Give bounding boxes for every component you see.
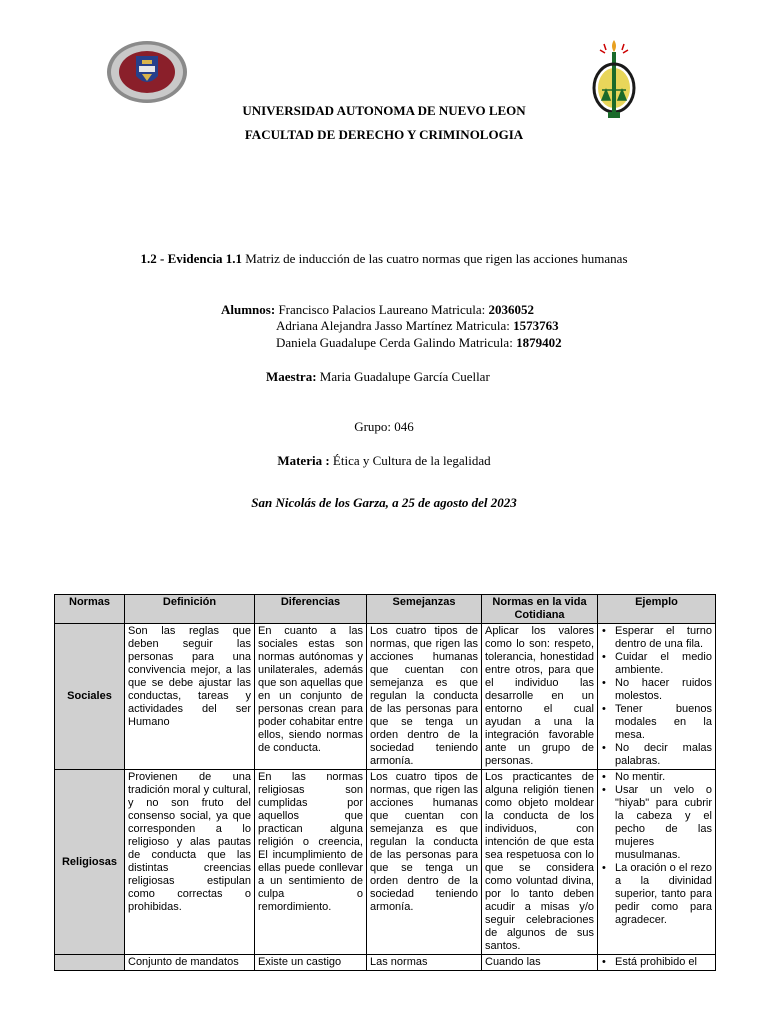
header-ejemplo: Ejemplo — [598, 595, 716, 624]
teacher-label: Maestra: — [266, 369, 317, 384]
cell-vida-cotidiana: Cuando las — [482, 955, 598, 971]
table-header-row — [55, 595, 716, 624]
faculty-name: FACULTAD DE DERECHO Y CRIMINOLOGIA — [244, 127, 524, 142]
student-id: 1879402 — [516, 335, 562, 350]
example-item: • Esperar el turno dentro de una fila. — [615, 625, 712, 651]
cell-diferencias: Existe un castigo — [255, 955, 367, 971]
row-norm-name: Sociales — [55, 624, 125, 770]
example-item: • No mentir. — [615, 771, 712, 784]
cell-ejemplo — [598, 955, 716, 971]
header-normas: Normas — [55, 595, 125, 624]
cell-diferencias: En cuanto a las sociales estas son normas autónomas y unilaterales, además que son aquellas que en un conjunto de personas crean para poder cohabitar entre ellos, siendo normas de conducta. — [255, 624, 367, 770]
table-row — [55, 624, 716, 770]
teacher-line — [266, 369, 490, 385]
cell-semejanzas: Los cuatro tipos de normas, que rigen las acciones humanas que cuentan con semejanza es que regulan la conducta de las personas para que se tenga un orden dentro de la sociedad teniendo armonía. — [367, 624, 482, 770]
student-id: 1573763 — [513, 318, 559, 333]
students-label: Alumnos: — [221, 302, 276, 317]
cell-semejanzas: Los cuatro tipos de normas, que rigen las acciones humanas que cuentan con semejanza es que regulan la conducta de las personas para que se tenga un orden dentro de la sociedad teniendo armonía. — [367, 770, 482, 955]
cell-definicion: Provienen de una tradición moral y cultural, y no son fruto del consenso social, ya que corresponden a lo religioso y alas pautas de conducta que las distintas creencias religiosas estipulan como correctas o prohibidas. — [125, 770, 255, 955]
evidence-description: Matriz de inducción de las cuatro normas que rigen las acciones humanas — [241, 251, 628, 266]
table-row — [55, 770, 716, 955]
cell-vida-cotidiana: Aplicar los valores como lo son: respeto, tolerancia, honestidad entre otros, para que el individuo las desarrolle en un entorno el cual ayudan a una la integración favorable ante un grupo de personas. — [482, 624, 598, 770]
university-name: UNIVERSIDAD AUTONOMA DE NUEVO LEON — [242, 103, 526, 118]
example-item: • No hacer ruidos molestos. — [615, 677, 712, 703]
cell-vida-cotidiana: Los practicantes de alguna religión tienen como objeto moldear la conducta de los individuos, con intención de que esta sea respetuosa con lo que se considera como voluntad divina, por lo tanto deben acudir a misas y/o seguir celebraciones de algunos de sus santos. — [482, 770, 598, 955]
evidence-code: 1.2 - Evidencia 1.1 — [140, 251, 242, 266]
group-line: Grupo: 046 — [354, 419, 414, 434]
student-name: Francisco Palacios Laureano Matricula: — [275, 302, 489, 317]
student-name: Daniela Guadalupe Cerda Galindo Matricula: — [276, 335, 517, 350]
cell-definicion: Son las reglas que deben seguir las personas para una convivencia mejor, a las que se debe ajustar las conductas, tareas y actividades del ser Humano — [125, 624, 255, 770]
row-norm-name — [55, 955, 125, 971]
norms-matrix-table — [54, 594, 716, 971]
teacher-name: Maria Guadalupe García Cuellar — [316, 369, 490, 384]
student-name: Adriana Alejandra Jasso Martínez Matricula: — [276, 318, 514, 333]
example-item: • Usar un velo o "hiyab" para cubrir la cabeza y el pecho de las mujeres musulmanas. — [615, 784, 712, 862]
university-seal-logo — [106, 40, 188, 104]
students-line-2 — [276, 318, 559, 334]
subject-line — [0, 453, 768, 469]
table-row — [55, 955, 716, 971]
place-date: San Nicolás de los Garza, a 25 de agosto del 2023 — [251, 495, 517, 510]
example-item: • Está prohibido el — [615, 956, 712, 969]
cell-ejemplo — [598, 624, 716, 770]
header-diferencias: Diferencias — [255, 595, 367, 624]
cell-ejemplo — [598, 770, 716, 955]
students-line-1 — [221, 302, 534, 318]
evidence-title — [0, 251, 768, 267]
row-norm-name: Religiosas — [55, 770, 125, 955]
header-vida-cotidiana: Normas en la vida Cotidiana — [482, 595, 598, 624]
cell-semejanzas: Las normas — [367, 955, 482, 971]
example-item: • Tener buenos modales en la mesa. — [615, 703, 712, 742]
subject-name: Ética y Cultura de la legalidad — [329, 453, 491, 468]
student-id: 2036052 — [488, 302, 535, 317]
example-item: • Cuidar el medio ambiente. — [615, 651, 712, 677]
example-item: • La oración o el rezo a la divinidad superior, tanto para pedir como para agradecer. — [615, 862, 712, 927]
cell-diferencias: En las normas religiosas son cumplidas por aquellos que practican alguna religión o creencia, El incumplimiento de ellas puede conllevar a un sentimiento de culpa o remordimiento. — [255, 770, 367, 955]
students-line-3 — [276, 335, 562, 351]
cell-definicion: Conjunto de mandatos — [125, 955, 255, 971]
subject-label: Materia : — [277, 453, 330, 468]
header-semejanzas: Semejanzas — [367, 595, 482, 624]
example-item: • No decir malas palabras. — [615, 742, 712, 768]
header-definicion: Definición — [125, 595, 255, 624]
